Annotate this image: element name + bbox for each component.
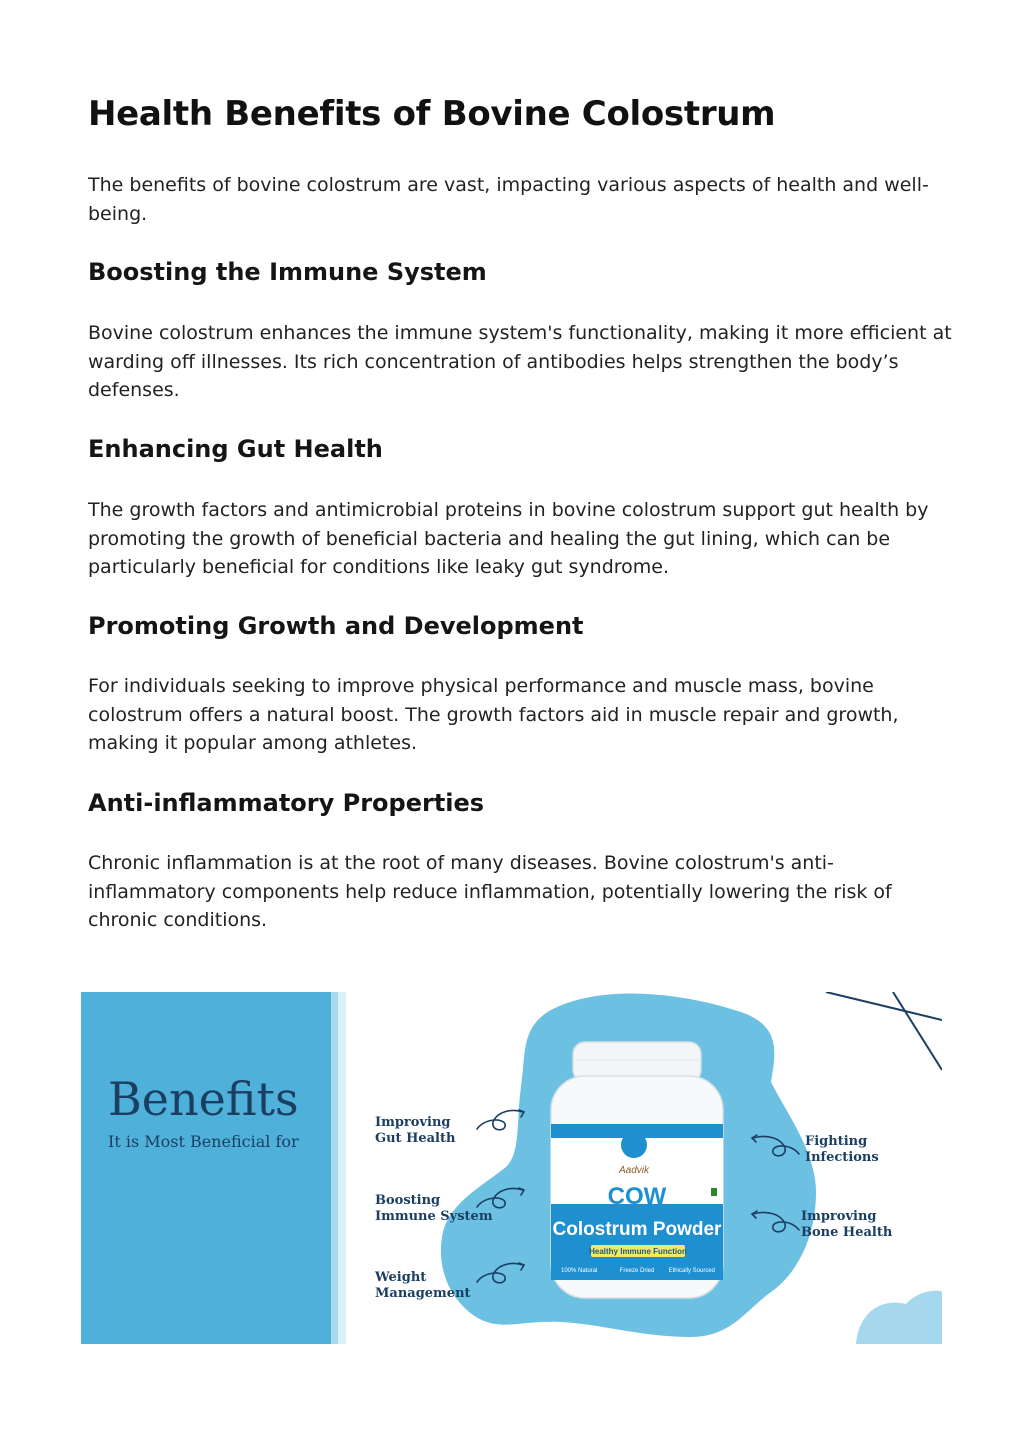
banner-title: Benefits: [108, 1072, 299, 1126]
label-fighting-infections: Fighting Infections: [805, 1134, 879, 1165]
section-heading-gut: Enhancing Gut Health: [88, 435, 383, 463]
jar-badge-freeze: Freeze Dried: [619, 1268, 655, 1274]
decor-line: [826, 992, 942, 1020]
label-weight-management: Weight Management: [375, 1270, 471, 1301]
banner-artwork: [81, 992, 942, 1344]
section-body-inflammation: Chronic inflammation is at the root of many diseases. Bovine colostrum's anti-inflammatory components help reduce inflammation, potentially lowering the risk of chronic conditions.: [88, 852, 892, 931]
section-body-growth: For individuals seeking to improve physical performance and muscle mass, bovine colostrum offers a natural boost. The growth factors aid in muscle repair and growth, making it popular among athletes.: [88, 675, 899, 754]
section-heading-inflammation: Anti-inflammatory Properties: [88, 789, 485, 817]
label-immune-system: Boosting Immune System: [375, 1193, 493, 1224]
product-jar: [551, 1042, 723, 1298]
jar-name-main: Colostrum Powder: [552, 1219, 722, 1240]
label-gut-health: Improving Gut Health: [375, 1115, 456, 1146]
section-body-immune: Bovine colostrum enhances the immune system's functionality, making it more efficient at warding off illnesses. Its rich concentration of antibodies helps strengthen the body’s defenses.: [88, 322, 952, 401]
corner-blob: [856, 1291, 942, 1344]
decor-line: [893, 992, 942, 1070]
jar-brand: Aadvik: [618, 1165, 650, 1176]
jar-tagline: Healthy Immune Function: [589, 1247, 687, 1256]
brand-logo-icon: [621, 1132, 647, 1158]
section-heading-immune: Boosting the Immune System: [88, 258, 487, 286]
section-heading-growth: Promoting Growth and Development: [88, 612, 584, 640]
banner-subtitle: It is Most Beneficial for: [108, 1132, 299, 1151]
jar-badge-ethical: Ethically Sourced: [668, 1268, 715, 1274]
label-bone-health: Improving Bone Health: [801, 1209, 893, 1240]
arrow-gut: [477, 1110, 523, 1129]
page-title: Health Benefits of Bovine Colostrum: [88, 94, 776, 134]
veg-mark-icon: [711, 1188, 717, 1196]
jar-badge-natural: 100% Natural: [561, 1268, 598, 1274]
section-body-gut: The growth factors and antimicrobial proteins in bovine colostrum support gut health by promoting the growth of beneficial bacteria and healing the gut lining, which can be particularly beneficial for conditions like leaky gut syndrome.: [88, 499, 929, 578]
benefits-banner-image: [81, 992, 942, 1344]
intro-paragraph: The benefits of bovine colostrum are vast, impacting various aspects of health and well-being.: [88, 174, 929, 225]
jar-name-top: COW: [607, 1183, 667, 1210]
